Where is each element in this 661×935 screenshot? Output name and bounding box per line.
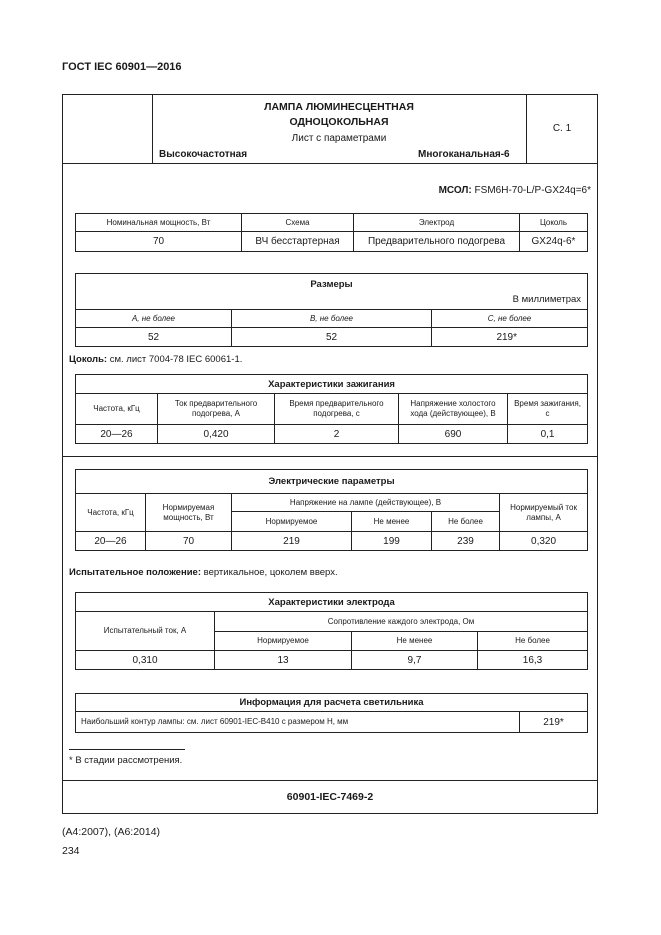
- dimensions-unit: В миллиметрах: [512, 294, 582, 305]
- footnote: * В стадии рассмотрения.: [69, 755, 183, 766]
- title-right-tag: Многоканальная-6: [418, 149, 510, 160]
- ignition-table: [75, 374, 588, 444]
- value-dim-b: 52: [232, 328, 432, 347]
- sheet-number: С. 1: [552, 123, 572, 134]
- title-left-tag: Высокочастотная: [159, 149, 248, 160]
- page-number: 234: [62, 845, 80, 857]
- value-power: 70: [76, 232, 242, 252]
- code-rule: [62, 780, 598, 781]
- luminaire-caption: Информация для расчета светильника: [76, 694, 588, 712]
- footnote-rule: [69, 749, 185, 750]
- msol-value: FSM6H-70-L/P-GX24q=6*: [474, 185, 591, 196]
- test-position-note: [69, 567, 338, 578]
- cap-note: [69, 354, 242, 365]
- msol-label: МСОЛ:: [438, 185, 472, 196]
- msol-line: [300, 185, 591, 196]
- header-dim-a: A, не более: [76, 310, 232, 328]
- title-bottom-rule: [62, 163, 598, 164]
- header-ed-min: Не менее: [352, 632, 478, 651]
- luminaire-table: [75, 693, 588, 733]
- value-el-freq: 20—26: [76, 532, 146, 551]
- value-ed-min: 9,7: [352, 651, 478, 670]
- value-electrode: Предварительного подогрева: [354, 232, 520, 252]
- amendments: (A4:2007), (A6:2014): [62, 826, 161, 838]
- section-rule: [62, 456, 598, 457]
- value-ign-preheat-time: 2: [275, 425, 399, 444]
- value-ed-max: 16,3: [478, 651, 588, 670]
- cap-note-text: см. лист 7004-78 IEC 60061-1.: [109, 354, 243, 365]
- test-position-text: вертикальное, цоколем вверх.: [203, 567, 338, 578]
- value-el-current: 0,320: [500, 532, 588, 551]
- header-ign-preheat-current: Ток предварительного подогрева, А: [158, 394, 275, 425]
- value-ign-freq: 20—26: [76, 425, 158, 444]
- luminaire-row-value: 219*: [520, 712, 588, 733]
- page-header: ГОСТ IEC 60901—2016: [62, 61, 182, 73]
- value-el-power: 70: [146, 532, 232, 551]
- value-ed-current: 0,310: [76, 651, 215, 670]
- sheet-code: 60901-IEC-7469-2: [286, 791, 374, 803]
- title-subtitle: Лист с параметрами: [291, 133, 387, 144]
- dimensions-caption-cell: [76, 274, 588, 310]
- luminaire-row-label: Наибольший контур лампы: см. лист 60901-IEC-B410 с размером H, мм: [76, 712, 520, 733]
- header-el-freq: Частота, кГц: [76, 494, 146, 532]
- electrical-caption: Электрические параметры: [76, 470, 588, 494]
- header-ign-time: Время зажигания, с: [508, 394, 588, 425]
- header-cap: Цоколь: [520, 214, 588, 232]
- cap-note-label: Цоколь:: [69, 354, 108, 365]
- value-cap: GX24q-6*: [520, 232, 588, 252]
- value-scheme: ВЧ бесстартерная: [242, 232, 354, 252]
- header-ed-max: Не более: [478, 632, 588, 651]
- value-dim-a: 52: [76, 328, 232, 347]
- dimensions-caption: Размеры: [310, 279, 353, 290]
- header-el-nominal: Нормируемое: [232, 512, 352, 532]
- electrode-table: [75, 592, 588, 670]
- value-dim-c: 219*: [432, 328, 588, 347]
- header-el-voltage: Напряжение на лампе (действующее), В: [232, 494, 500, 512]
- value-ign-open-voltage: 690: [399, 425, 508, 444]
- header-ign-preheat-time: Время предварительного подогрева, с: [275, 394, 399, 425]
- header-dim-c: C, не более: [432, 310, 588, 328]
- value-ign-time: 0,1: [508, 425, 588, 444]
- value-el-max: 239: [432, 532, 500, 551]
- title-line-1: ЛАМПА ЛЮМИНЕСЦЕНТНАЯ: [264, 101, 414, 113]
- header-scheme: Схема: [242, 214, 354, 232]
- test-position-label: Испытательное положение:: [69, 567, 201, 578]
- ignition-caption: Характеристики зажигания: [76, 375, 588, 394]
- header-power: Номинальная мощность, Вт: [76, 214, 242, 232]
- value-ign-preheat-current: 0,420: [158, 425, 275, 444]
- main-params-table: [75, 213, 588, 252]
- header-ign-freq: Частота, кГц: [76, 394, 158, 425]
- electrode-caption: Характеристики электрода: [76, 593, 588, 612]
- header-ed-current: Испытательный ток, А: [76, 612, 215, 651]
- electrical-table: [75, 469, 588, 551]
- header-ed-resistance: Сопротивление каждого электрода, Ом: [215, 612, 588, 632]
- header-dim-b: B, не более: [232, 310, 432, 328]
- header-el-min: Не менее: [352, 512, 432, 532]
- header-ed-nominal: Нормируемое: [215, 632, 352, 651]
- header-ign-open-voltage: Напряжение холостого хода (действующее), В: [399, 394, 508, 425]
- value-ed-nominal: 13: [215, 651, 352, 670]
- header-el-power: Нормируемая мощность, Вт: [146, 494, 232, 532]
- header-electrode: Электрод: [354, 214, 520, 232]
- value-el-nominal: 219: [232, 532, 352, 551]
- header-el-max: Не более: [432, 512, 500, 532]
- value-el-min: 199: [352, 532, 432, 551]
- header-el-current: Нормируемый ток лампы, А: [500, 494, 588, 532]
- title-line-2: ОДНОЦОКОЛЬНАЯ: [289, 116, 389, 128]
- dimensions-table: [75, 273, 588, 347]
